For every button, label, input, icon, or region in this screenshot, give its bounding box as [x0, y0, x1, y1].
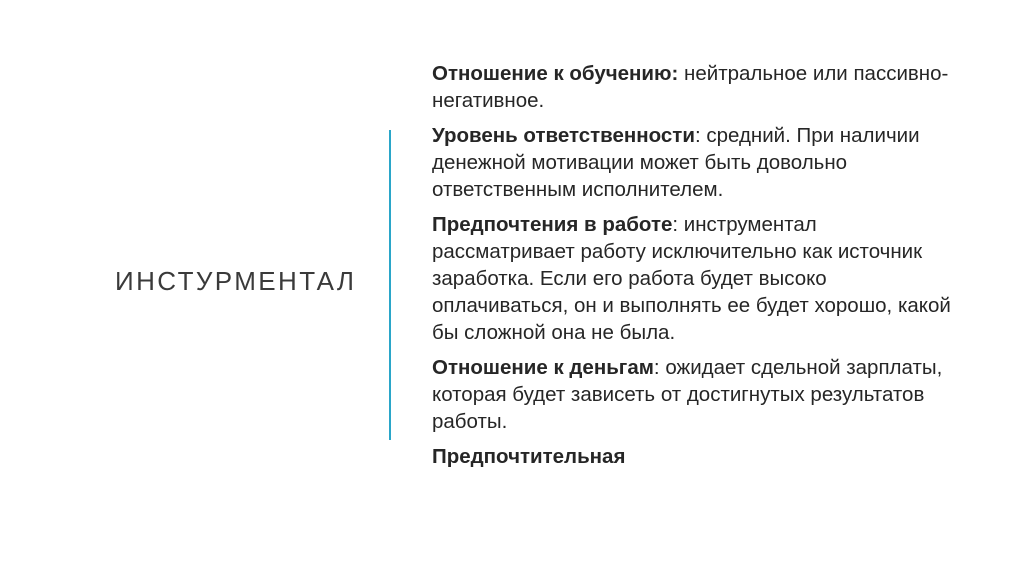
paragraph-text: : инструментал рассматривает работу исключительно как источник заработка. Если его работа будет высоко оплачиваться, он и выполнять ее будет хорошо, какой бы сложной она не была.: [432, 213, 951, 344]
slide-title: ИНСТУРМЕНТАЛ: [115, 266, 357, 296]
vertical-divider: [389, 130, 391, 440]
slide-content: [432, 60, 952, 478]
paragraph-label: Уровень ответственности: [432, 124, 695, 147]
paragraph-label: Отношение к обучению:: [432, 62, 679, 85]
paragraph-learning-attitude: [432, 60, 952, 114]
paragraph-label: Предпочтительная: [432, 445, 626, 468]
paragraph-preferred: [432, 443, 952, 470]
paragraph-responsibility: [432, 122, 952, 203]
paragraph-work-preferences: [432, 211, 952, 346]
paragraph-text: нейтральное или пассивно-негативное.: [432, 62, 949, 112]
paragraph-label: Предпочтения в работе: [432, 213, 673, 236]
paragraph-text: : ожидает сдельной зарплаты, которая будет зависеть от достигнутых результатов работы.: [432, 356, 943, 433]
paragraph-money-attitude: [432, 354, 952, 435]
paragraph-label: Отношение к деньгам: [432, 356, 654, 379]
paragraph-text: : средний. При наличии денежной мотивации может быть довольно ответственным исполнителем.: [432, 124, 920, 201]
